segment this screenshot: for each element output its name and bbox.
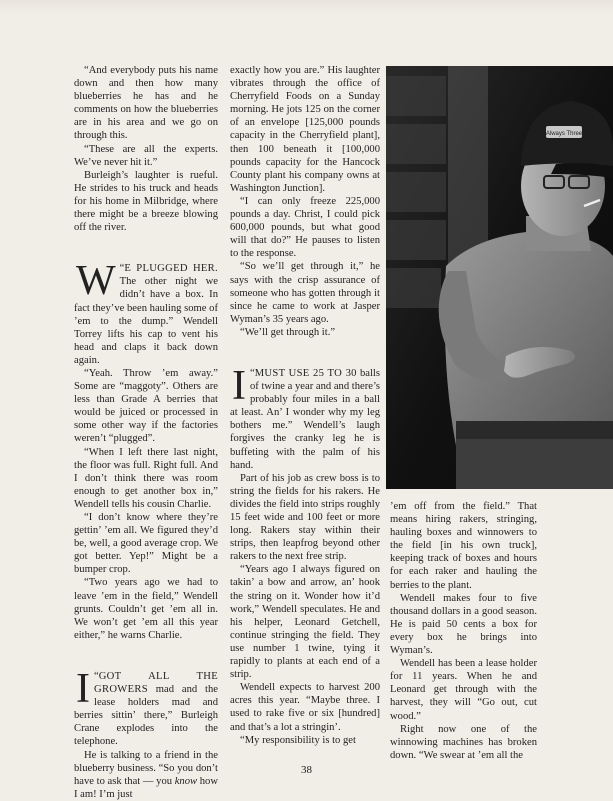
page-number: 38 xyxy=(301,764,312,776)
paragraph: “These are all the experts. We’ve never hit it.” xyxy=(74,143,218,168)
paragraph-text: The other night we didn’t have a box. In fact they’ve been hauling some of ’em to the dump.” Wendell Torrey lifts his cap to vent his head and claps it back down again. xyxy=(74,276,218,366)
section-gap xyxy=(74,642,218,670)
section-opening-paragraph: “ W E PLUGGED HER. The other night we didn’t have a box. In fact they’ve been hauling some of ’em to the dump.” Wendell Torrey lifts his cap to vent his head and claps it back down again. xyxy=(74,258,218,366)
section-gap xyxy=(230,339,380,367)
paragraph-text: how I am! I’m just xyxy=(74,775,218,800)
photo-man-in-cap xyxy=(386,66,613,489)
paragraph: ’em off from the field.” That means hiring rakers, stringing, hauling boxes and winnowers to the field [in his own truck], keeping track of boxes and hours for each raker and hauling the berries to the plant. xyxy=(390,501,537,591)
paragraph: “Yeah. Throw ’em away.” Some are “maggoty”. Others are less than Grade A berries that would be juiced or processed in some other way if the factories weren’t “plugged”. xyxy=(74,367,218,445)
cap-logo-text: Always Three xyxy=(545,131,583,137)
paragraph: “I can only freeze 225,000 pounds a day. Christ, I could pick 600,000 pounds, but what good will that do?” He pauses to listen to the response. xyxy=(230,195,380,260)
paragraph: “I don’t know where they’re gettin’ ’em all. We figured they’d be, well, a good average crop. We got better. Yep!” Might be a bumper crop. xyxy=(74,512,218,576)
paragraph: “Two years ago we had to leave ’em in the field,” Wendell grunts. Couldn’t get ’em all in. We won’t get ’em all this year either,” he warns Charlie. xyxy=(74,577,218,641)
paragraph: Part of his job as crew boss is to string the fields for his rakers. He divides the field into strips roughly 15 feet wide and 100 feet or more long. Rakers stay within their strips, then leapfrog beyond other rakers to the next free strip. xyxy=(230,472,380,563)
paragraph-text: balls of twine a year and and there’s probably four miles in a ball at least. An’ I wonder why my leg bothers me.” Wendell’s laugh forgives the cranky leg he is buffeting with the palm of his hand. xyxy=(230,367,381,471)
paragraph-text: He is talking to a friend in the blueberry business. “So you don’t have to ask that — you xyxy=(74,749,218,787)
drop-cap: W xyxy=(76,258,116,305)
paragraph: “Years ago I always figured on takin’ a bow and arrow, an’ hook the string on it. Wonder how it’d work,” Wendell speculates. He and his helper, Leonard Getchell, continue stringing the field. They use number 1 twine, tying it rapidly to plants at each end of a strip. xyxy=(230,564,380,681)
paragraph: exactly how you are.” His laughter vibrates through the office of Cherryfield Foods on a Sunday morning. He jots 125 on the corner of an envelope [125,000 pounds capacity in the Cherryfield plant], then 100 beneath it [100,000 pounds capacity for the Hancock County plant his company owns at Washington Junction]. xyxy=(230,65,380,194)
column-1 xyxy=(74,64,218,801)
paragraph: “When I left there last night, the floor was full. Right full. And I don’t think there was room enough to get another box in,” Wendell tells his cousin Charlie. xyxy=(74,446,218,510)
section-opening-paragraph: “ I MUST USE 25 TO 30 balls of twine a year and and there’s probably four miles in a ball at least. An’ I wonder why my leg bothers me.” Wendell’s laugh forgives the cranky leg he is buffeting with the palm of his hand. xyxy=(230,362,381,471)
lead-in: MUST USE 25 TO 30 xyxy=(254,367,357,379)
section-opening-paragraph: “ I GOT ALL THE GROWERS mad and the lease holders mad and berries sittin’ there,” Burleigh Crane explodes into the telephone. xyxy=(74,665,218,748)
emphasis: know xyxy=(174,775,198,787)
paragraph: Wendell has been a lease holder for 11 years. When he and Leonard get through with the harvest, they will “Go out, cut wood.” xyxy=(390,658,537,722)
paragraph: “And everybody puts his name down and then how many blueberries he has and he comments on how the blueberries are in his area and we go on through this. xyxy=(74,65,218,142)
photo-illustration xyxy=(386,66,613,489)
paragraph: “So we’ll get through it,” he says with the crisp assurance of someone who has gotten through it since he came to work at Jasper Wyman’s 35 years ago. xyxy=(230,261,380,325)
paragraph: “We’ll get through it.” xyxy=(240,326,336,338)
drop-cap: I xyxy=(232,362,246,409)
drop-cap: I xyxy=(76,665,90,712)
column-3 xyxy=(390,500,537,762)
lead-in: GOT ALL THE GROWERS xyxy=(94,670,218,696)
column-2 xyxy=(230,64,380,747)
paragraph: Burleigh’s laughter is rueful. He strides to his truck and heads for his home in Milbridge, where there might be a breeze blowing off the river. xyxy=(74,169,218,234)
paragraph: “My responsibility is to get xyxy=(240,734,356,746)
page-edge xyxy=(0,0,613,14)
lead-in: E PLUGGED HER. xyxy=(124,263,218,275)
paragraph-text: mad and the lease holders mad and berries sittin’ there,” Burleigh Crane explodes into the telephone. xyxy=(74,684,218,748)
paragraph: Wendell expects to harvest 200 acres this year. “Maybe three. I used to rake five or six [hundred] and that’s a lot a stringin’. xyxy=(230,682,380,733)
paragraph: Right now one of the winnowing machines has broken down. “We swear at ’em all the xyxy=(390,723,537,761)
paragraph: Wendell makes four to five thousand dollars in a good season. He is paid 50 cents a box for every box he brings into Wyman’s. xyxy=(390,592,537,657)
